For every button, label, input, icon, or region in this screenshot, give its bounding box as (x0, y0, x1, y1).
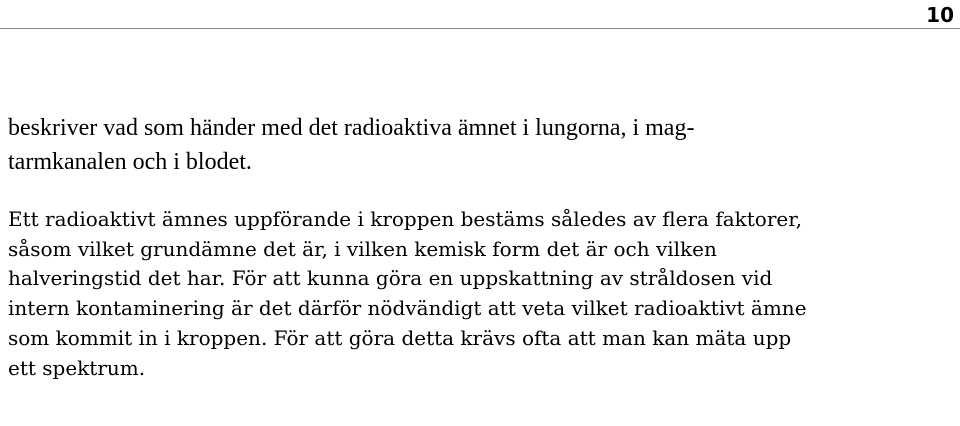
text-line: ett spektrum. (8, 355, 146, 380)
paragraph-continuation (8, 111, 948, 179)
page-number: 10 (926, 3, 954, 27)
header-rule (0, 28, 960, 29)
paragraph-body (8, 205, 953, 383)
text-line: såsom vilket grundämne det är, i vilken kemisk form det är och vilken (8, 236, 717, 261)
text-line: intern kontaminering är det därför nödvändigt att veta vilket radioaktivt ämne (8, 296, 807, 321)
page-header (0, 0, 960, 30)
text-line: som kommit in i kroppen. För att göra detta krävs ofta att man kan mäta upp (8, 325, 792, 350)
text-line: halveringstid det har. För att kunna göra en uppskattning av stråldosen vid (8, 266, 773, 291)
text-line: beskriver vad som händer med det radioaktiva ämnet i lungorna, i mag- (8, 115, 695, 141)
text-line: Ett radioaktivt ämnes uppförande i kroppen bestäms således av flera faktorer, (8, 207, 802, 231)
text-line: tarmkanalen och i blodet. (8, 149, 252, 175)
